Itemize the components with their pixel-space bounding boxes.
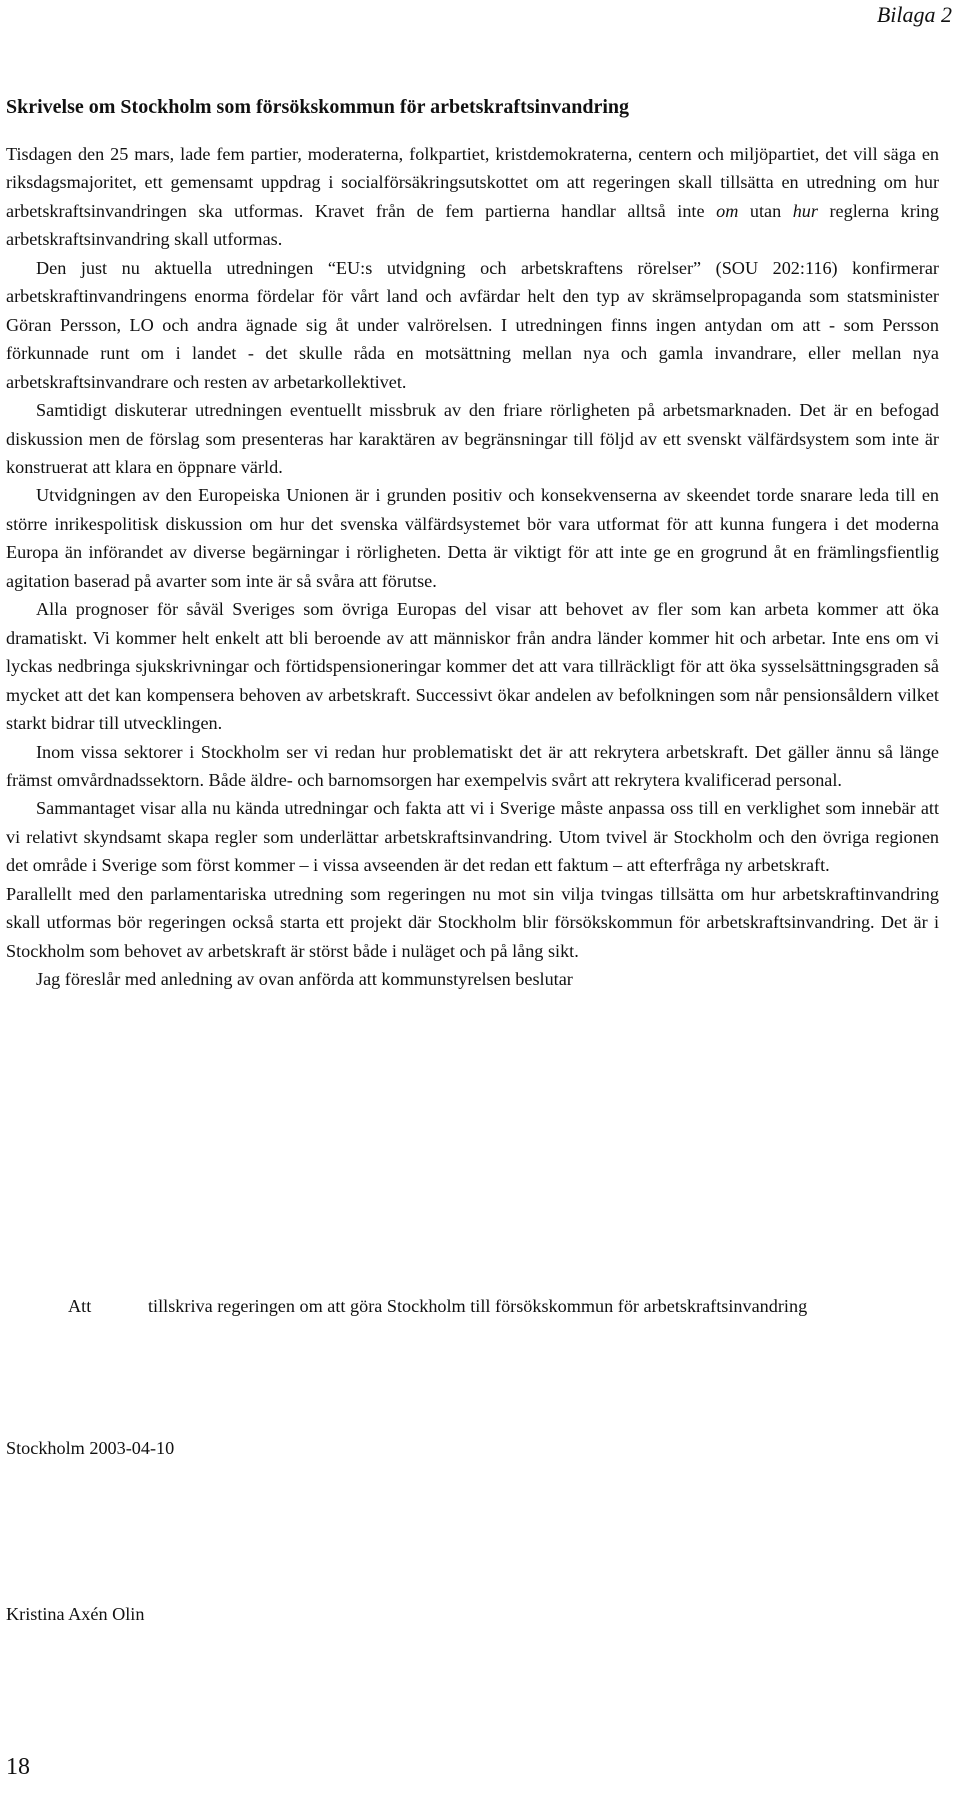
- document-title: Skrivelse om Stockholm som försökskommun för arbetskraftsinvandring: [6, 96, 629, 118]
- emphasis-om: om: [716, 200, 739, 221]
- emphasis-hur: hur: [792, 200, 818, 221]
- paragraph-6: Inom vissa sektorer i Stockholm ser vi redan hur problematiskt det är att rekrytera arbetskraft. Det gäller ännu så länge främst omvårdnadssektorn. Både äldre- och barnomsorgen har exempelvis svårt att rekrytera kvalificerad personal.: [6, 741, 939, 790]
- paragraph-3: Samtidigt diskuterar utredningen eventuellt missbruk av den friare rörligheten på arbetsmarknaden. Det är en befogad diskussion men de förslag som presenteras har karaktären av begränsningar till följd av ett svenskt välfärdsystem som inte är konstruerat att klara en öppnare värld.: [6, 400, 939, 477]
- motion-clause: [68, 1292, 938, 1320]
- place-and-date: Stockholm 2003-04-10: [6, 1438, 175, 1458]
- paragraph-9: Jag föreslår med anledning av ovan anförda att kommunstyrelsen beslutar: [36, 969, 573, 990]
- appendix-label: Bilaga 2: [876, 2, 952, 27]
- document-body: [6, 140, 939, 994]
- paragraph-4: Utvidgningen av den Europeiska Unionen är i grunden positiv och konsekvenserna av skeendet torde snarare leda till en större inrikespolitisk diskussion om hur det svenska välfärdsystemet bör vara utformat för att kunna fungera i det moderna Europa än införandet av diverse begärningar i rörligheten. Detta är viktigt för att inte ge en grogrund åt en främlingsfientlig agitation baserad på avarter som inte är så svåra att förutse.: [6, 485, 939, 591]
- paragraph-5: Alla prognoser för såväl Sveriges som övriga Europas del visar att behovet av fler som kan arbeta kommer att öka dramatiskt. Vi kommer helt enkelt att bli beroende av att människor från andra länder kommer hit och arbetar. Inte ens om vi lyckas nedbringa sjukskrivningar och förtidspensioneringar kommer det att vara tillräckligt för att öka sysselsättningsgraden så mycket att det kan kompensera behoven av arbetskraft. Successivt ökar andelen av befolkningen som når pensionsåldern vilket starkt bidrar till utvecklingen.: [6, 599, 939, 734]
- paragraph-1-text-c: reglerna kring arbetskraftsinvandring skall utformas.: [6, 200, 939, 250]
- paragraph-7: Sammantaget visar alla nu kända utredningar och fakta att vi i Sverige måste anpassa oss till en verklighet som innebär att vi relativt skyndsamt skapa regler som underlättar arbetskraftsinvandring. Utom tvivel är Stockholm och den övriga regionen det område i Sverige som först kommer – i vissa avseenden är det redan ett faktum – att efterfråga ny arbetskraft.: [6, 798, 939, 876]
- paragraph-2: Den just nu aktuella utredningen “EU:s utvidgning och arbetskraftens rörelser” (SOU 202:116) konfirmerar arbetskraftinvandringens enorma fördelar för vårt land och avfärdar helt den typ av skrämselpropaganda som statsminister Göran Persson, LO och andra ägnade sig åt under valrörelsen. I utredningen finns ingen antydan om att - som Persson förkunnade runt om i landet - det skulle råda en motsättning mellan nya och gamla invandrare, eller mellan nya arbetskraftsinvandrare och resten av arbetarkollektivet.: [6, 257, 939, 392]
- motion-text: tillskriva regeringen om att göra Stockholm till försökskommun för arbetskraftsinvandring: [148, 1296, 808, 1316]
- page-number: 18: [6, 1754, 30, 1780]
- paragraph-8: Parallellt med den parlamentariska utredning som regeringen nu mot sin vilja tvingas tillsätta om hur arbetskraftinvandring skall utformas bör regeringen också starta ett projekt där Stockholm blir försökskommun för arbetskraftsinvandring. Det är i Stockholm som behovet av arbetskraft är störst både i nuläget och på lång sikt.: [6, 883, 939, 961]
- motion-att-label: Att: [68, 1296, 92, 1316]
- paragraph-1: [6, 140, 939, 254]
- paragraph-1-text-a: Tisdagen den 25 mars, lade fem partier, moderaterna, folkpartiet, kristdemokraterna, centern och miljöpartiet, det vill säga en riksdagsmajoritet, ett gemensamt uppdrag i socialförsäkringsutskottet om att regeringen skall tillsätta en utredning om hur arbetskraftsinvandringen ska utformas. Kravet från de fem partierna handlar alltså inte: [6, 144, 939, 221]
- signature-name: Kristina Axén Olin: [6, 1604, 145, 1624]
- paragraph-1-text-b: utan: [738, 200, 793, 221]
